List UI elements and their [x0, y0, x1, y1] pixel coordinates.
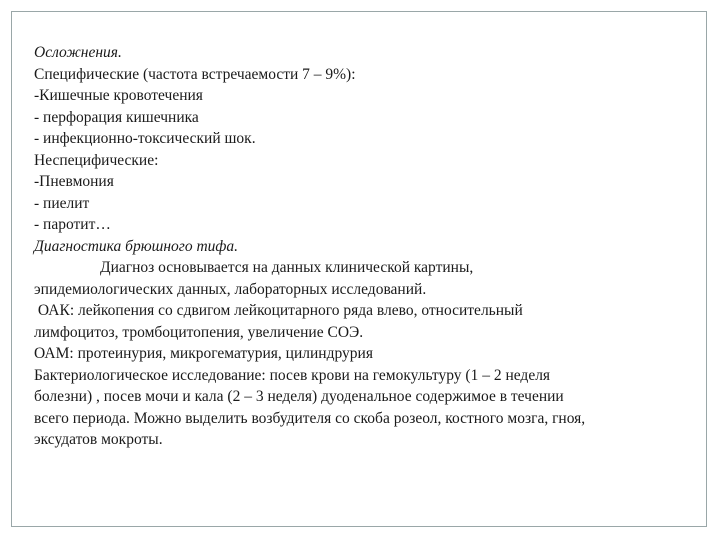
- specific-item: - инфекционно-токсический шок.: [34, 130, 256, 147]
- complications-heading: Осложнения.: [34, 44, 122, 61]
- oak-line: лимфоцитоз, тромбоцитопения, увеличение СОЭ.: [34, 323, 364, 341]
- oak-line: ОАК: лейкопения со сдвигом лейкоцитарного ряда влево, относительный: [34, 302, 523, 319]
- specific-item: - перфорация кишечника: [34, 108, 199, 126]
- slide-text-body: [34, 42, 694, 451]
- diagnosis-line: эпидемиологических данных, лабораторных исследований.: [34, 280, 427, 298]
- bacteriology-line: болезни) , посев мочи и кала (2 – 3 неделя) дуоденальное содержимое в течении: [34, 388, 564, 405]
- specific-item: -Кишечные кровотечения: [34, 87, 203, 104]
- diagnosis-line: Диагноз основывается на данных клинической картины,: [100, 259, 474, 276]
- nonspecific-item: - паротит…: [34, 216, 111, 233]
- nonspecific-intro: Неспецифические:: [34, 151, 159, 169]
- nonspecific-item: -Пневмония: [34, 173, 114, 190]
- bacteriology-line: эксудатов мокроты.: [34, 431, 163, 448]
- oam-line: ОАМ: протеинурия, микрогематурия, цилиндрурия: [34, 345, 373, 362]
- bacteriology-line: всего периода. Можно выделить возбудителя со скоба розеол, костного мозга, гноя,: [34, 409, 586, 427]
- nonspecific-item: - пиелит: [34, 194, 90, 212]
- specific-intro: Специфические (частота встречаемости 7 – 9%):: [34, 65, 356, 83]
- bacteriology-line: Бактериологическое исследование: посев крови на гемокультуру (1 – 2 неделя: [34, 366, 551, 384]
- diagnostics-heading: Диагностика брюшного тифа.: [34, 237, 239, 255]
